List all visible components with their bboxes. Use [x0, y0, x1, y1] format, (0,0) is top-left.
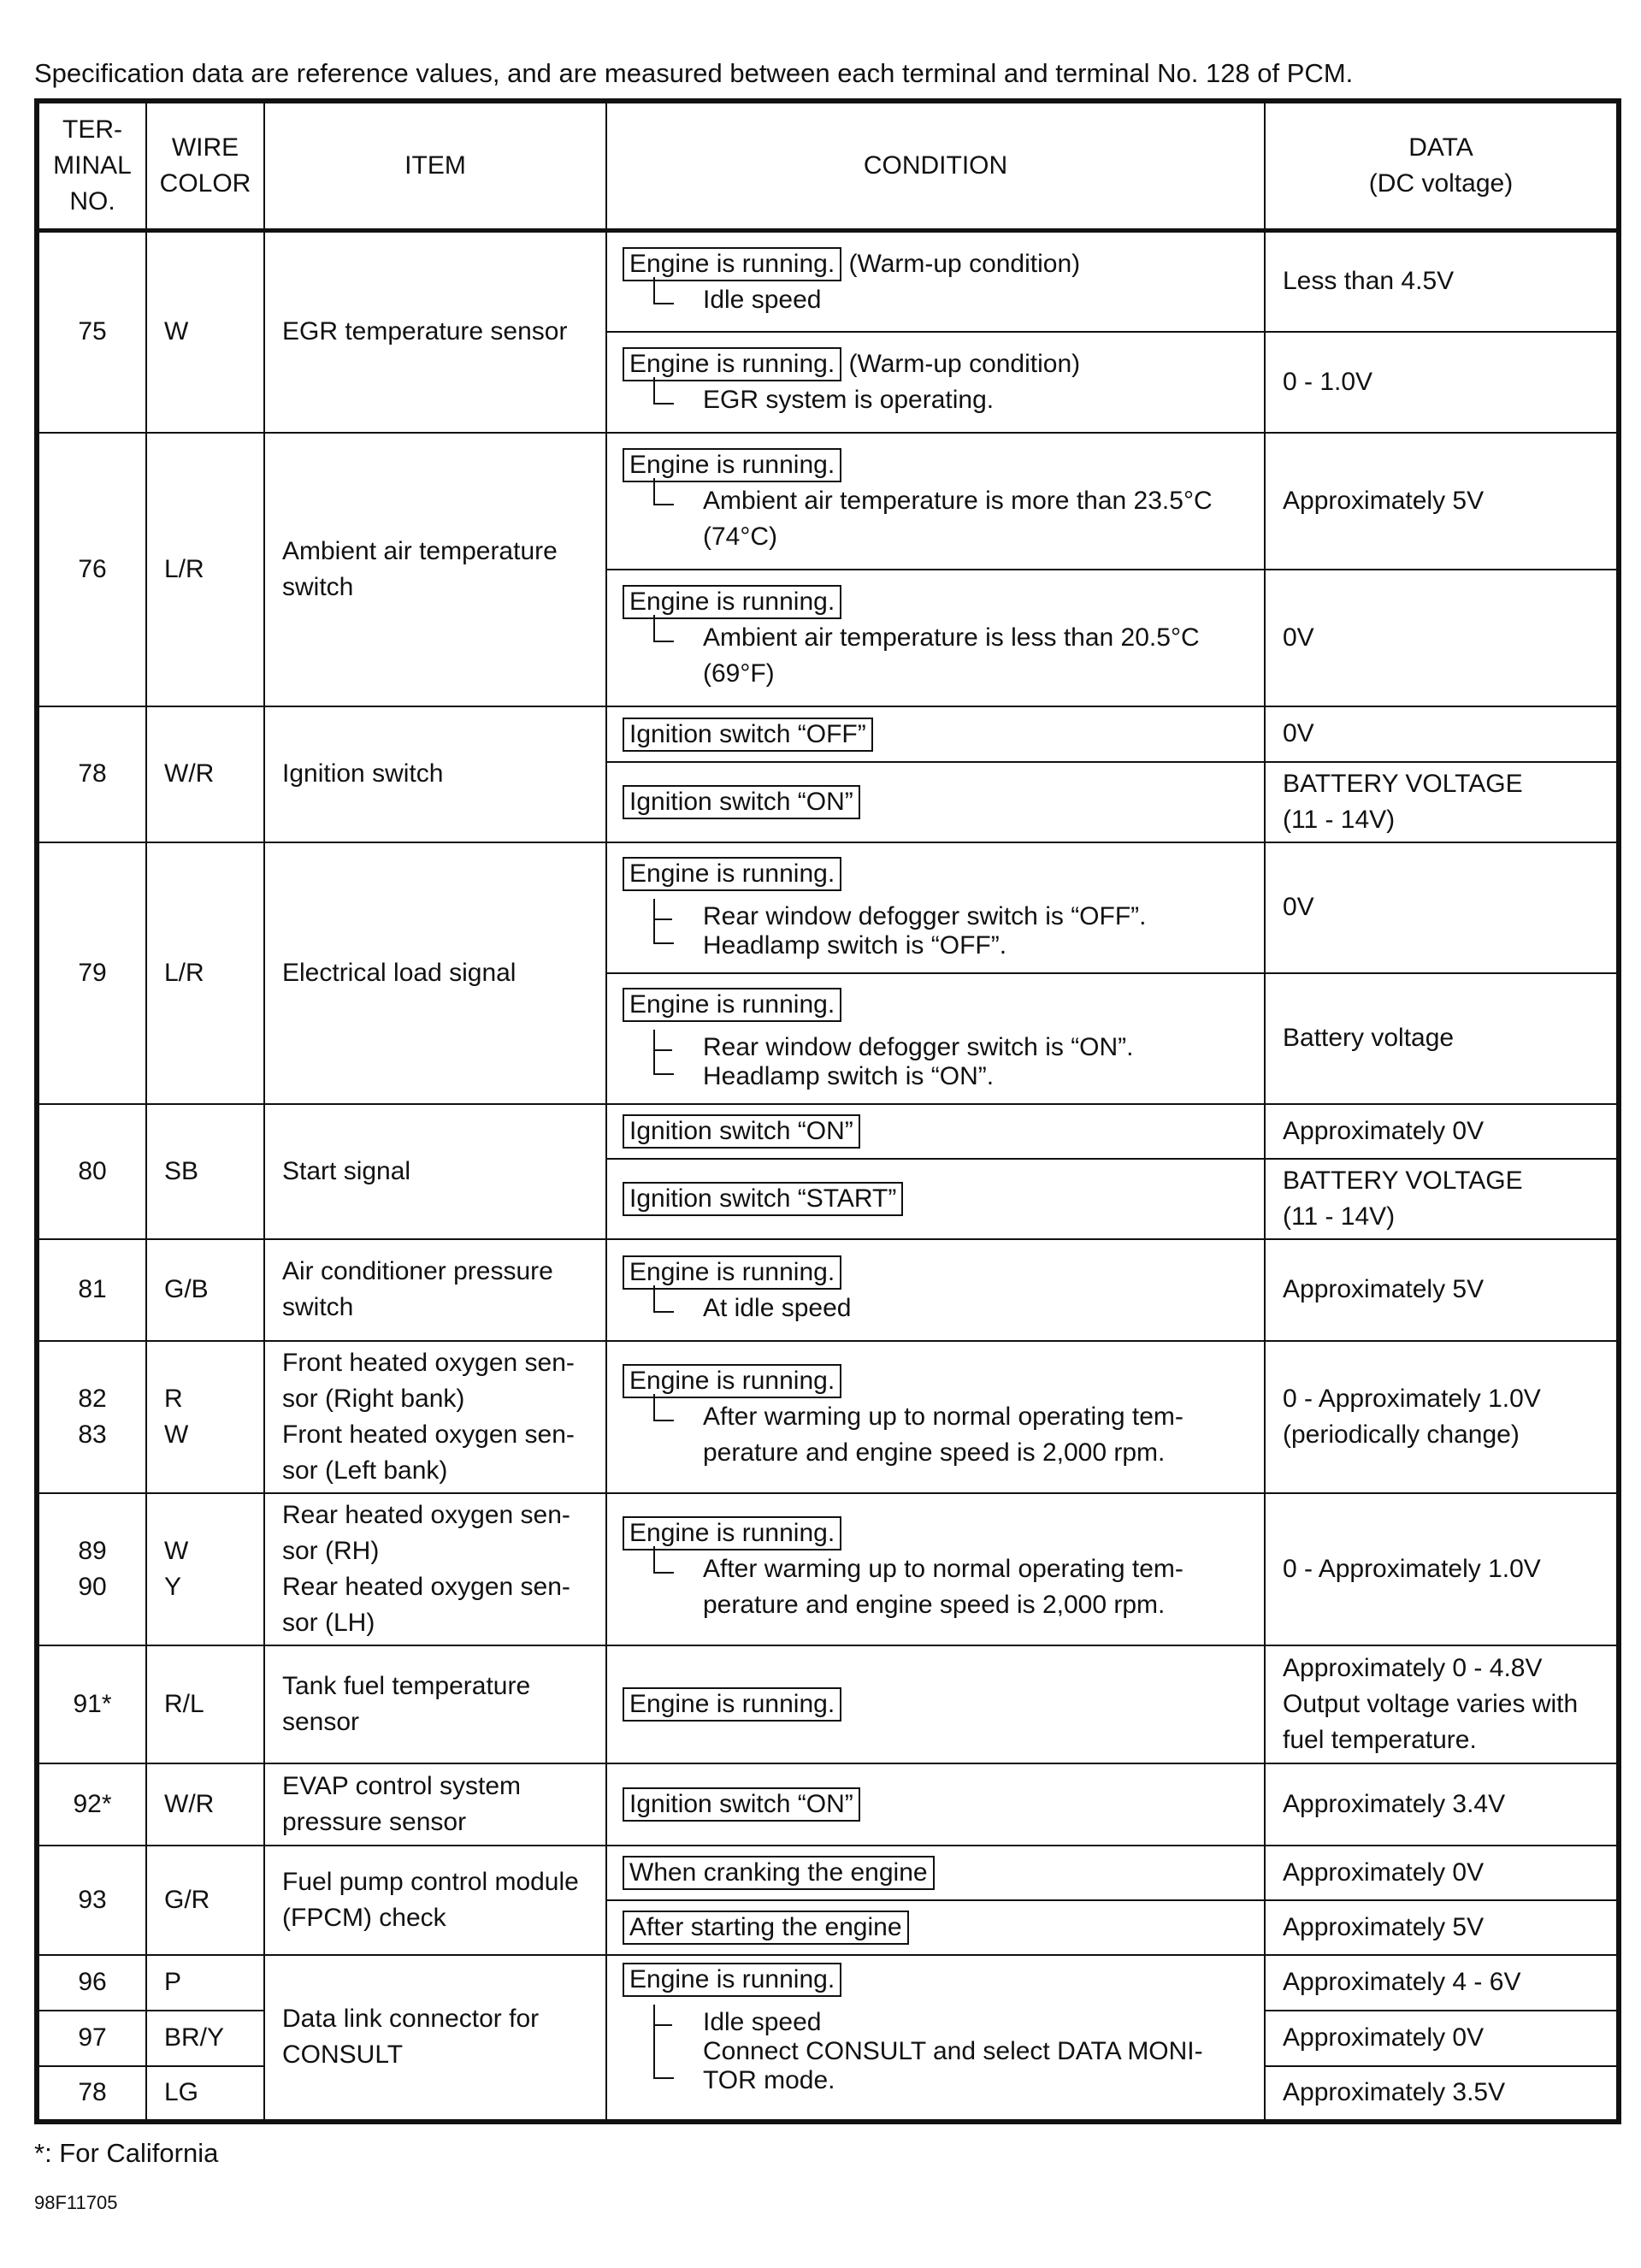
item-cell: Data link connector for CONSULT: [264, 1955, 606, 2122]
data-cell: 0 - 1.0V: [1265, 332, 1619, 433]
wire-color-cell: W: [146, 231, 264, 433]
item-cell: Electrical load signal: [264, 842, 606, 1104]
condition-box: Engine is running.: [623, 1255, 841, 1290]
condition-sub: After warming up to normal operating tem- perature and engine speed is 2,000 rpm.: [653, 1551, 1254, 1623]
data-cell: Approximately 0 - 4.8V Output voltage varies with fuel temperature.: [1265, 1645, 1619, 1763]
data-cell: Approximately 0V: [1265, 2011, 1619, 2066]
wire-color-cell: W/R: [146, 706, 264, 842]
header-data: DATA (DC voltage): [1265, 101, 1619, 231]
condition-sub: Idle speed: [653, 282, 1254, 318]
table-row: [37, 706, 1619, 762]
header-item: ITEM: [264, 101, 606, 231]
condition-box: When cranking the engine: [623, 1856, 935, 1890]
wire-color-cell: BR/Y: [146, 2011, 264, 2066]
condition-box: Engine is running.: [623, 857, 841, 891]
condition-cell: [606, 433, 1265, 570]
item-cell: Rear heated oxygen sen- sor (RH) Rear heated oxygen sen- sor (LH): [264, 1493, 606, 1645]
terminal-cell: 79: [37, 842, 146, 1104]
condition-box: Ignition switch “ON”: [623, 1114, 860, 1149]
item-cell: EGR temperature sensor: [264, 231, 606, 433]
condition-box: Engine is running.: [623, 448, 841, 482]
data-cell: 0 - Approximately 1.0V: [1265, 1493, 1619, 1645]
table-row: [37, 1645, 1619, 1763]
data-cell: Battery voltage: [1265, 973, 1619, 1104]
item-cell: Front heated oxygen sen- sor (Right bank) Front heated oxygen sen- sor (Left bank): [264, 1341, 606, 1493]
condition-cell: [606, 332, 1265, 433]
condition-box: Engine is running.: [623, 1687, 841, 1722]
condition-cell: [606, 1900, 1265, 1955]
terminal-cell: 82 83: [37, 1341, 146, 1493]
header-condition: CONDITION: [606, 101, 1265, 231]
data-cell: BATTERY VOLTAGE (11 - 14V): [1265, 762, 1619, 842]
condition-cell: [606, 1159, 1265, 1239]
condition-cell: [606, 973, 1265, 1104]
condition-box: Engine is running.: [623, 585, 841, 619]
intro-text: Specification data are reference values, and are measured between each terminal and terminal No. 128 of PCM.: [34, 58, 1354, 88]
terminal-cell: 81: [37, 1239, 146, 1341]
wire-color-cell: LG: [146, 2066, 264, 2122]
condition-box: Engine is running.: [623, 347, 841, 381]
header-terminal: TER- MINAL NO.: [37, 101, 146, 231]
header-row: [37, 101, 1619, 231]
terminal-cell: 96: [37, 1955, 146, 2011]
data-cell: 0V: [1265, 842, 1619, 973]
data-cell: Approximately 3.5V: [1265, 2066, 1619, 2122]
condition-cell: [606, 231, 1265, 332]
condition-box: Engine is running.: [623, 1516, 841, 1550]
condition-sub: Ambient air temperature is more than 23.5°C (74°C): [653, 483, 1254, 555]
terminal-spec-table: [34, 98, 1621, 2124]
condition-extra: (Warm-up condition): [848, 249, 1081, 278]
terminal-cell: 80: [37, 1104, 146, 1239]
condition-box: After starting the engine: [623, 1911, 909, 1945]
condition-box: Ignition switch “OFF”: [623, 718, 873, 752]
condition-box: Engine is running.: [623, 1963, 841, 1997]
terminal-cell: 97: [37, 2011, 146, 2066]
condition-sub: EGR system is operating.: [653, 382, 1254, 418]
table-row: [37, 1341, 1619, 1493]
condition-sub: Rear window defogger switch is “ON”. Headlamp switch is “ON”.: [653, 1033, 1254, 1091]
item-cell: Start signal: [264, 1104, 606, 1239]
terminal-cell: 76: [37, 433, 146, 706]
item-cell: Air conditioner pressure switch: [264, 1239, 606, 1341]
condition-cell: [606, 1104, 1265, 1159]
table-row: [37, 1846, 1619, 1900]
condition-sub: At idle speed: [653, 1291, 1254, 1326]
data-cell: Approximately 0V: [1265, 1104, 1619, 1159]
condition-sub: Ambient air temperature is less than 20.5°C (69°F): [653, 620, 1254, 692]
condition-cell: [606, 570, 1265, 706]
wire-color-cell: W/R: [146, 1763, 264, 1846]
data-cell: 0 - Approximately 1.0V (periodically change): [1265, 1341, 1619, 1493]
condition-sub: After warming up to normal operating tem- perature and engine speed is 2,000 rpm.: [653, 1399, 1254, 1471]
condition-cell: [606, 842, 1265, 973]
item-cell: Tank fuel temperature sensor: [264, 1645, 606, 1763]
condition-cell: [606, 706, 1265, 762]
condition-box: Ignition switch “ON”: [623, 1787, 860, 1822]
terminal-cell: 89 90: [37, 1493, 146, 1645]
condition-cell: [606, 1763, 1265, 1846]
terminal-cell: 78: [37, 2066, 146, 2122]
data-cell: Approximately 5V: [1265, 433, 1619, 570]
terminal-cell: 93: [37, 1846, 146, 1955]
data-cell: Approximately 3.4V: [1265, 1763, 1619, 1846]
item-cell: Ignition switch: [264, 706, 606, 842]
condition-cell: [606, 762, 1265, 842]
data-cell: Approximately 5V: [1265, 1900, 1619, 1955]
wire-color-cell: P: [146, 1955, 264, 2011]
data-cell: Approximately 0V: [1265, 1846, 1619, 1900]
condition-cell: [606, 1341, 1265, 1493]
condition-box: Ignition switch “ON”: [623, 785, 860, 819]
item-cell: Ambient air temperature switch: [264, 433, 606, 706]
data-cell: BATTERY VOLTAGE (11 - 14V): [1265, 1159, 1619, 1239]
condition-sub: Rear window defogger switch is “OFF”. Headlamp switch is “OFF”.: [653, 902, 1254, 960]
condition-box: Engine is running.: [623, 988, 841, 1022]
table-row: [37, 1763, 1619, 1846]
wire-color-cell: G/R: [146, 1846, 264, 1955]
condition-cell: [606, 1645, 1265, 1763]
condition-cell: [606, 1955, 1265, 2122]
wire-color-cell: SB: [146, 1104, 264, 1239]
condition-box: Engine is running.: [623, 1364, 841, 1398]
table-row: [37, 1955, 1619, 2011]
condition-box: Engine is running.: [623, 247, 841, 281]
table-row: [37, 1104, 1619, 1159]
wire-color-cell: G/B: [146, 1239, 264, 1341]
wire-color-cell: W Y: [146, 1493, 264, 1645]
table-row: [37, 842, 1619, 973]
wire-color-cell: R W: [146, 1341, 264, 1493]
item-cell: Fuel pump control module (FPCM) check: [264, 1846, 606, 1955]
table-row: [37, 1239, 1619, 1341]
table-row: [37, 433, 1619, 570]
terminal-cell: 75: [37, 231, 146, 433]
condition-extra: (Warm-up condition): [848, 350, 1081, 378]
condition-cell: [606, 1493, 1265, 1645]
data-cell: 0V: [1265, 706, 1619, 762]
terminal-cell: 92*: [37, 1763, 146, 1846]
terminal-cell: 78: [37, 706, 146, 842]
data-cell: Approximately 5V: [1265, 1239, 1619, 1341]
data-cell: Less than 4.5V: [1265, 231, 1619, 332]
item-cell: EVAP control system pressure sensor: [264, 1763, 606, 1846]
table-row: [37, 1493, 1619, 1645]
wire-color-cell: L/R: [146, 842, 264, 1104]
condition-cell: [606, 1239, 1265, 1341]
figure-code: 98F11705: [34, 2192, 118, 2213]
terminal-cell: 91*: [37, 1645, 146, 1763]
condition-cell: [606, 1846, 1265, 1900]
data-cell: Approximately 4 - 6V: [1265, 1955, 1619, 2011]
header-wire-color: WIRE COLOR: [146, 101, 264, 231]
condition-box: Ignition switch “START”: [623, 1182, 903, 1216]
condition-sub: Idle speed Connect CONSULT and select DATA MONI- TOR mode.: [653, 2008, 1254, 2095]
wire-color-cell: L/R: [146, 433, 264, 706]
footnote: *: For California: [34, 2138, 219, 2168]
wire-color-cell: R/L: [146, 1645, 264, 1763]
table-row: [37, 231, 1619, 332]
data-cell: 0V: [1265, 570, 1619, 706]
